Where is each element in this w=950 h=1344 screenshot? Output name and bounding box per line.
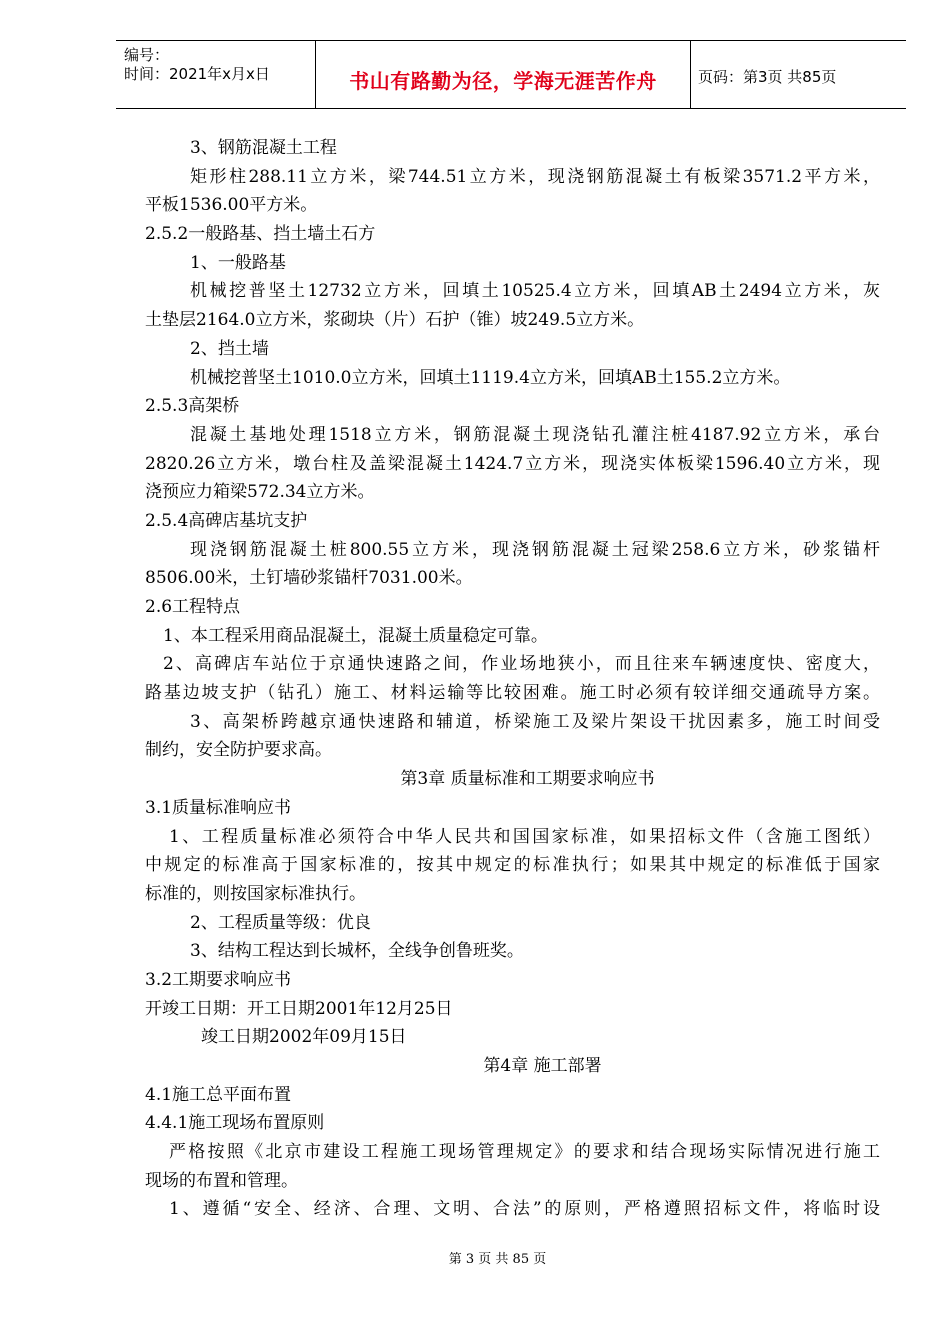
list-item: 1、工程质量标准必须符合中华人民共和国国家标准，如果招标文件（含施工图纸） [169, 826, 880, 847]
paragraph-line: 路基边坡支护（钻孔）施工、材料运输等比较困难。施工时必须有较详细交通疏导方案。 [145, 683, 880, 704]
section-heading: 2.5.2一般路基、挡土墙土石方 [145, 224, 376, 245]
paragraph-line: 制约，安全防护要求高。 [145, 740, 332, 761]
header-page-cell [690, 41, 906, 108]
section-heading: 2.5.4高碑店基坑支护 [145, 510, 308, 531]
chapter-heading: 第3章 质量标准和工期要求响应书 [400, 769, 655, 790]
list-item: 1、遵循“安全、经济、合理、文明、合法”的原则，严格遵照招标文件，将临时设 [169, 1199, 880, 1220]
section-heading: 2.5.3高架桥 [145, 396, 240, 417]
page-footer: 第 3 页 共 85 页 [448, 1252, 547, 1267]
document-time-label: 时间：2021年x月x日 [124, 65, 270, 83]
document-number-label: 编号： [124, 46, 170, 64]
paragraph-line: 8506.00米，土钉墙砂浆锚杆7031.00米。 [145, 568, 473, 589]
subsection-heading: 2、挡土墙 [190, 338, 269, 359]
subsection-heading: 3、钢筋混凝土工程 [190, 138, 337, 158]
paragraph-line: 中规定的标准高于国家标准的，按其中规定的标准执行；如果其中规定的标准低于国家 [145, 855, 880, 876]
section-heading: 4.4.1施工现场布置原则 [145, 1113, 325, 1134]
paragraph-line: 开竣工日期：开工日期2001年12月25日 [145, 998, 453, 1019]
section-heading: 2.6工程特点 [145, 597, 241, 617]
paragraph-line: 标准的，则按国家标准执行。 [145, 883, 366, 904]
paragraph-line: 混凝土基地处理1518立方米，钢筋混凝土现浇钻孔灌注桩4187.92立方米，承台 [190, 424, 880, 445]
paragraph-line: 竣工日期2002年09月15日 [201, 1027, 407, 1048]
page-header [116, 40, 906, 109]
list-item: 3、结构工程达到长城杯，全线争创鲁班奖。 [190, 941, 524, 962]
header-motto: 书山有路勤为径，学海无涯苦作舟 [349, 69, 657, 93]
section-heading: 4.1施工总平面布置 [145, 1084, 292, 1105]
chapter-heading: 第4章 施工部署 [483, 1056, 602, 1076]
list-item: 3、高架桥跨越京通快速路和辅道，桥梁施工及梁片架设干扰因素多，施工时间受 [190, 711, 880, 732]
paragraph-line: 机械挖普坚土12732立方米，回填土10525.4立方米，回填AB土2494立方米，灰 [190, 281, 880, 302]
paragraph-line: 矩形柱288.11立方米，梁744.51立方米，现浇钢筋混凝土有板梁3571.2平方米， [190, 166, 880, 187]
paragraph-line: 机械挖普坚土1010.0立方米，回填土1119.4立方米，回填AB土155.2立方米。 [190, 367, 791, 388]
paragraph-line: 土垫层2164.0立方米，浆砌块（片）石护（锥）坡249.5立方米。 [145, 310, 645, 331]
list-item: 2、工程质量等级：优良 [190, 912, 371, 933]
paragraph-line: 现场的布置和管理。 [145, 1170, 298, 1191]
paragraph-line: 严格按照《北京市建设工程施工现场管理规定》的要求和结合现场实际情况进行施工 [169, 1142, 880, 1163]
paragraph-line: 浇预应力箱梁572.34立方米。 [145, 482, 375, 503]
header-meta-cell [116, 41, 315, 108]
list-item: 1、本工程采用商品混凝土，混凝土质量稳定可靠。 [163, 625, 548, 646]
section-heading: 3.2工期要求响应书 [145, 969, 292, 990]
document-body [145, 134, 880, 1224]
list-item: 2、高碑店车站位于京通快速路之间，作业场地狭小，而且往来车辆速度快、密度大， [163, 654, 880, 675]
paragraph-line: 现浇钢筋混凝土桩800.55立方米，现浇钢筋混凝土冠梁258.6立方米，砂浆锚杆 [190, 539, 880, 560]
subsection-heading: 1、一般路基 [190, 252, 286, 273]
header-motto-cell [315, 41, 691, 108]
paragraph-line: 平板1536.00平方米。 [145, 195, 318, 216]
section-heading: 3.1质量标准响应书 [145, 797, 292, 818]
paragraph-line: 2820.26立方米，墩台柱及盖梁混凝土1424.7立方米，现浇实体板梁1596.40立方米，现 [145, 453, 880, 474]
header-page-info: 页码：第3页 共85页 [698, 68, 837, 86]
